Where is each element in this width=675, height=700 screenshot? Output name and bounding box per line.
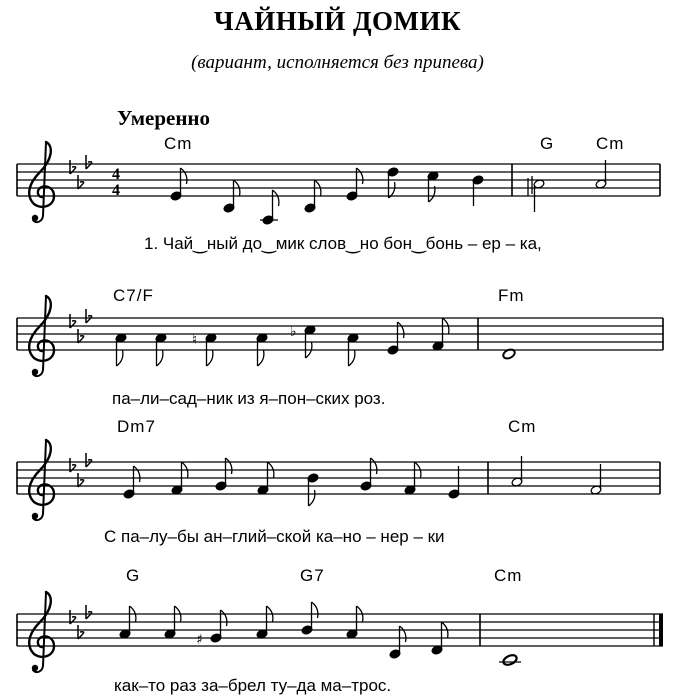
time-signature-top: 4	[112, 166, 120, 183]
chord-symbol: Fm	[498, 286, 525, 305]
staff-system-2	[17, 296, 663, 376]
time-signature-bottom: 4	[112, 182, 120, 199]
svg-text:♭: ♭	[290, 324, 297, 340]
staff-system-1	[17, 142, 660, 225]
svg-text:♮: ♮	[192, 332, 198, 348]
lyric-line: 1. Чай‿ный до‿мик слов‿но бон‿бонь – ер – ка,	[144, 234, 542, 253]
staff-system-3	[17, 440, 660, 520]
treble-clef-icon	[29, 142, 54, 222]
lyric-line: па–ли–сад–ник из я–пон–ских роз.	[112, 389, 386, 408]
song-title: ЧАЙНЫЙ ДОМИК	[213, 6, 462, 36]
chord-symbol: G	[540, 134, 555, 153]
chord-symbol: G	[126, 566, 141, 585]
treble-clef-icon	[29, 440, 54, 520]
chord-symbol: Cm	[596, 134, 625, 153]
treble-clef-icon	[29, 592, 54, 672]
treble-clef-icon	[29, 296, 54, 376]
chord-symbol: C7/F	[113, 286, 154, 305]
svg-text:♯: ♯	[196, 632, 203, 648]
chord-symbol: Cm	[508, 417, 537, 436]
staff-system-4	[17, 592, 663, 672]
chord-symbol: Dm7	[117, 417, 156, 436]
chord-symbol: Cm	[164, 134, 193, 153]
lyric-line: как–то раз за–брел ту–да ма–трос.	[114, 676, 392, 695]
chord-symbol: G7	[300, 566, 325, 585]
tempo-marking: Умеренно	[117, 106, 211, 130]
lyric-line: С па–лу–бы ан–глий–ской ка–но – нер – ки	[104, 527, 445, 546]
song-subtitle: (вариант, исполняется без припева)	[191, 52, 484, 73]
chord-symbol: Cm	[494, 566, 523, 585]
